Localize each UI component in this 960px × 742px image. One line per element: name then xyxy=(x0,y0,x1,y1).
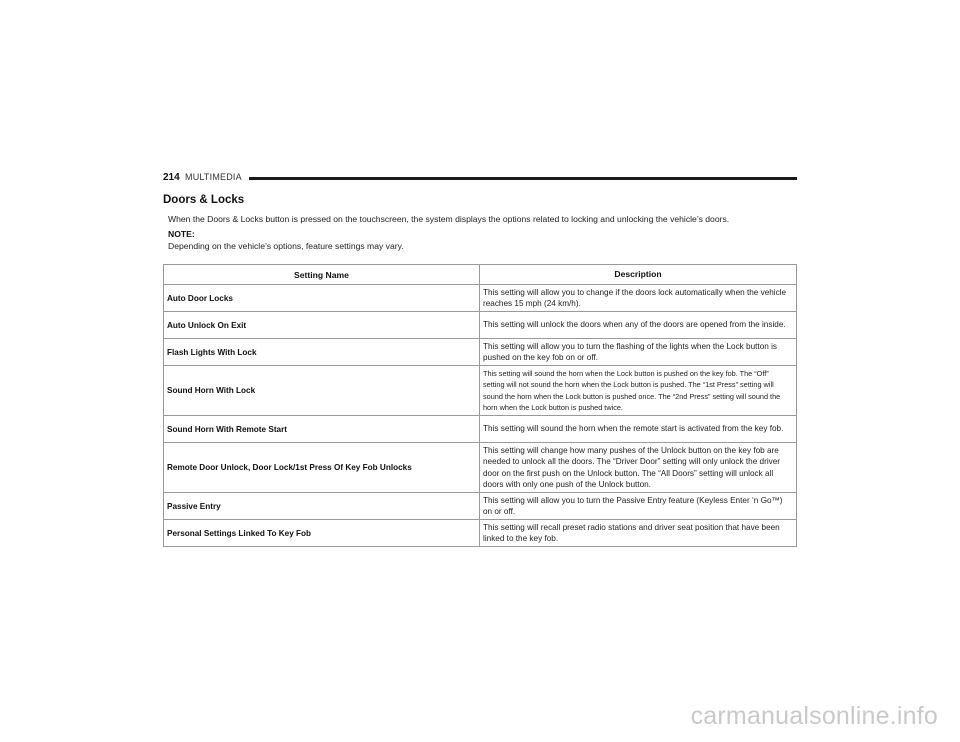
header-rule xyxy=(249,177,797,180)
setting-description: This setting will allow you to turn the Passive Entry feature (Keyless Enter ‘n Go™) on or off. xyxy=(483,495,783,516)
setting-name: Auto Door Locks xyxy=(164,285,480,311)
note-label: NOTE: xyxy=(168,229,195,239)
table-row xyxy=(164,520,796,547)
table-row xyxy=(164,285,796,312)
table-header-row xyxy=(164,265,796,285)
setting-name: Flash Lights With Lock xyxy=(164,339,480,365)
setting-description: This setting will unlock the doors when any of the doors are opened from the inside. xyxy=(483,320,786,330)
setting-name: Remote Door Unlock, Door Lock/1st Press Of Key Fob Unlocks xyxy=(164,443,480,492)
table-row xyxy=(164,493,796,520)
setting-description: This setting will recall preset radio stations and driver seat position that have been linked to the key fob. xyxy=(483,522,780,543)
table-row xyxy=(164,312,796,339)
setting-description: This setting will allow you to change if the doors lock automatically when the vehicle reaches 15 mph (24 km/h). xyxy=(483,287,787,308)
table-row xyxy=(164,416,796,443)
setting-description: This setting will sound the horn when the Lock button is pushed on the key fob. The “Off” setting will not sound the horn when the Lock button is pushed. The “1st Press” setting will sound the horn when the Lock button is pushed once. The “2nd Press” setting will sound the horn when the Lock button is pushed twice. xyxy=(483,369,781,412)
setting-name: Sound Horn With Remote Start xyxy=(164,416,480,442)
table-row xyxy=(164,443,796,493)
setting-name: Passive Entry xyxy=(164,493,480,519)
page-title: Doors & Locks xyxy=(163,194,245,206)
watermark: carmanualsonline.info xyxy=(690,702,938,730)
settings-table xyxy=(163,264,797,547)
setting-description: This setting will allow you to turn the flashing of the lights when the Lock button is pushed on the key fob on or off. xyxy=(483,341,778,362)
column-header-description: Description xyxy=(614,268,662,279)
table-row xyxy=(164,339,796,366)
page-header xyxy=(163,172,797,186)
page-number: 214 xyxy=(163,172,180,183)
intro-paragraph: When the Doors & Locks button is pressed on the touchscreen, the system displays the options related to locking and unlocking the vehicle’s doors. xyxy=(168,214,730,224)
setting-name: Sound Horn With Lock xyxy=(164,366,480,415)
note-text: Depending on the vehicle’s options, feature settings may vary. xyxy=(168,241,404,251)
setting-description: This setting will sound the horn when the remote start is activated from the key fob. xyxy=(483,424,784,434)
table-row xyxy=(164,366,796,416)
setting-name: Personal Settings Linked To Key Fob xyxy=(164,520,480,546)
column-header-setting-name: Setting Name xyxy=(164,265,480,284)
setting-description: This setting will change how many pushes of the Unlock button on the key fob are needed to unlock all the doors. The “Driver Door” setting will only unlock the driver door on the first push on the Unlock button. The “All Doors” setting will unlock all doors with only one push of the Unlock button. xyxy=(483,445,781,489)
setting-name: Auto Unlock On Exit xyxy=(164,312,480,338)
section-title: MULTIMEDIA xyxy=(185,172,242,182)
